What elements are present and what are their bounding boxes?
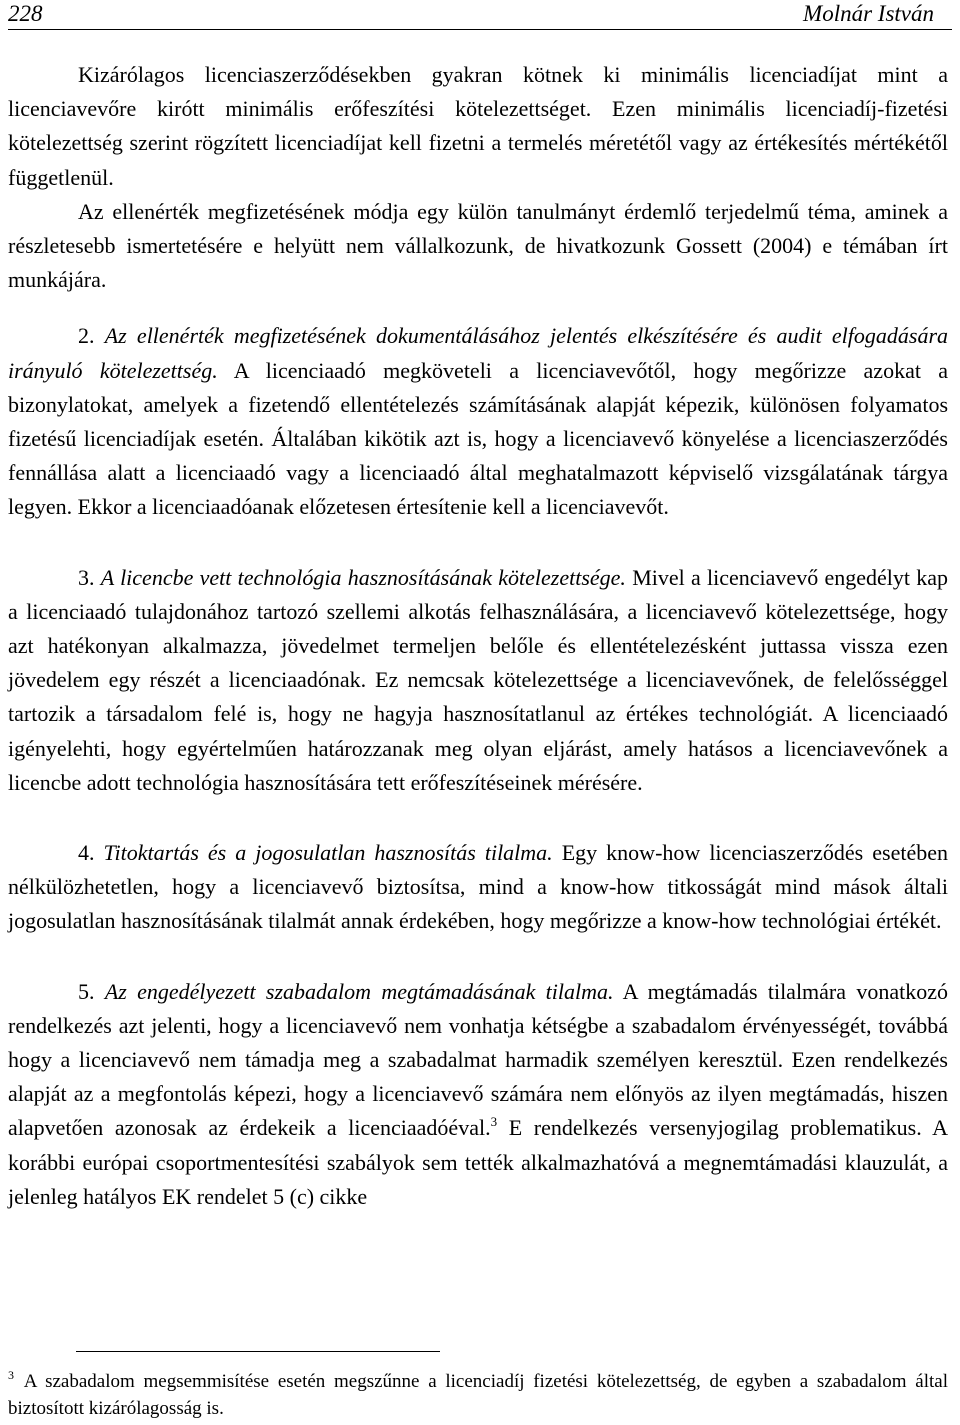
section-confidentiality <box>8 836 948 939</box>
section-reporting-audit <box>8 319 948 524</box>
footnote-text: A szabadalom megsemmisítése esetén megszűnne a licenciadíj fizetési kötelezettség, de egyben a szabadalom által biztosított kizárólagosság is. <box>8 1371 948 1419</box>
section-number: 4. <box>78 840 95 866</box>
page-number: 228 <box>8 1 43 26</box>
footnote-reference[interactable]: 3 <box>490 1114 498 1130</box>
section-text-continued: E rendelkezés versenyjogilag problematikus. A korábbi európai csoportmentesítési szabályok sem tették alkalmazhatóvá a megnemtámadási klauzulát, a jelenleg hatályos EK rendelet 5 (c) cikke <box>8 1115 949 1209</box>
section-text: A licenciaadó megköveteli a licenciavevőtől, hogy megőrizze azokat a bizonylatokat, amelyek a fizetendő ellentételezés számításának alapját képezik, különösen folyamatos fizetésű licenciadíjak esetén. Általában kikötik azt is, hogy a licenciavevő könyelése a licenciaszerződés fennállása alatt a licenciaadó vagy a licenciaadó által meghatalmazott képviselő vizsgálatának tárgya legyen. Ekkor a licenciaadóanak előzetesen értesítenie kell a licenciavevőt. <box>8 357 948 520</box>
section-no-challenge-clause <box>8 975 948 1214</box>
section-number: 3. <box>78 564 95 590</box>
section-exploitation-obligation <box>8 561 948 800</box>
section-text: A megtámadás tilalmára vonatkozó rendelkezés azt jelenti, hogy a licenciavevő nem vonhatja kétségbe a szabadalom érvényességét, továbbá hogy a licenciavevő nem támadja meg a szabadalmat harmadik személyen keresztül. Ezen rendelkezés alapját az a megfontolás képezi, hogy a licenciavevő számára nem előnyös az ilyen megtámadás, hiszen alapvetően azonosak az érdekeik a licenciaadóéval. <box>8 978 948 1141</box>
section-heading: A licencbe vett technológia hasznosításának kötelezettsége. <box>100 564 626 590</box>
section-heading: Az engedélyezett szabadalom megtámadásának tilalma. <box>104 978 614 1004</box>
section-heading: Az ellenérték megfizetésének dokumentálásához jelentés elkészítésére és audit elfogadására irányuló kötelezettség. <box>8 323 949 383</box>
footnote-marker: 3 <box>8 1368 14 1382</box>
paragraph-text: Kizárólagos licenciaszerződésekben gyakran kötnek ki minimális licenciadíjat mint a licenciavevőre kirótt minimális erőfeszítési kötelezettséget. Ezen minimális licenciadíj-fizetési kötelezettség szerint rögzített licenciadíjat kell fizetni a termelés méretétől vagy az értékesítés mértékétől függetlenül. <box>8 62 948 190</box>
section-text: Mivel a licenciavevő engedélyt kap a licenciaadó tulajdonához tartozó szellemi alkotás felhasználására, a licenciavevő kötelezettsége, hogy azt hatékonyan alkalmazza, jövedelmet termeljen belőle és ellentételezésként juttassa vissza ezen jövedelem egy részét a licenciaadónak. Ez nemcsak kötelezettsége a licenciavevőnek, de felelősséggel tartozik a társadalom felé is, hogy ne hagyja hasznosítatlanul az értékes technológiát. A licenciaadó igényelehti, hogy egyértelműen határozzanak meg olyan eljárást, amely hatásos a licenciavevőnek a licencbe adott technológia hasznosítására tett erőfeszítéseinek mérésére. <box>8 564 948 795</box>
section-number: 2. <box>78 323 95 349</box>
section-text: Egy know-how licenciaszerződés esetében nélkülözhetetlen, hogy a licenciavevő biztosítsa, mind a know-how titkosságát mind mások általi jogosulatlan hasznosításának tilalmát annak érdekében, hogy megőrizze a know-how technológiai értékét. <box>8 840 948 934</box>
paragraph-payment-method <box>8 195 948 298</box>
paragraph-text: Az ellenérték megfizetésének módja egy külön tanulmányt érdemlő terjedelmű téma, aminek a részletesebb ismertetésére e helyütt nem vállalkozunk, de hivatkozunk Gossett (2004) e témában írt munkájára. <box>8 198 948 293</box>
footnote <box>8 1368 948 1422</box>
footnote-separator <box>76 1351 440 1352</box>
body-text <box>8 58 948 1214</box>
section-heading: Titoktartás és a jogosulatlan hasznosítás tilalma. <box>103 840 553 866</box>
page-header <box>8 0 952 30</box>
section-number: 5. <box>78 978 95 1004</box>
running-head-author: Molnár István <box>803 1 934 26</box>
paragraph-minimum-royalty <box>8 58 948 195</box>
